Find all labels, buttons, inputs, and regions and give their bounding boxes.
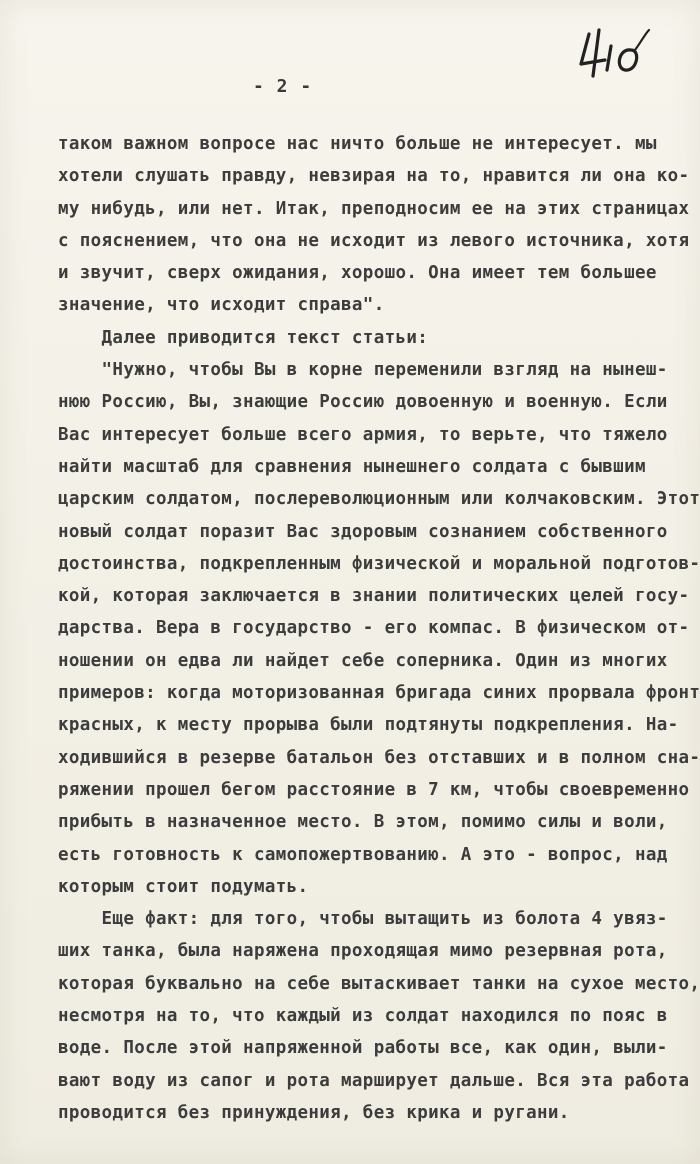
- text-line: ношении он едва ли найдет себе соперника. Один из многих: [58, 650, 668, 671]
- text-line: найти масштаб для сравнения нынешнего солдата с бывшим: [58, 456, 646, 477]
- document-body: [58, 128, 700, 1129]
- text-line: есть готовность к самопожертвованию. А это - вопрос, над: [58, 844, 668, 865]
- text-line: достоинства, подкрепленным физической и моральной подготов-: [58, 553, 700, 574]
- text-line: примеров: когда моторизованная бригада синих прорвала фронт: [58, 683, 700, 704]
- text-line: вают воду из сапог и рота марширует дальше. Вся эта работа: [58, 1070, 690, 1091]
- text-line: несмотря на то, что каждый из солдат находился по пояс в: [58, 1006, 668, 1027]
- text-line: которая буквально на себе вытаскивает танки на сухое место,: [58, 973, 700, 994]
- handwritten-archive-number: [575, 20, 655, 90]
- text-line: проводится без принуждения, без крика и ругани.: [58, 1102, 570, 1123]
- text-line: царским солдатом, послереволюционным или колчаковским. Этот: [58, 489, 700, 510]
- text-line: воде. После этой напряженной работы все, как один, выли-: [58, 1038, 668, 1059]
- text-line: хотели слушать правду, невзирая на то, нравится ли она ко-: [58, 166, 690, 187]
- text-line: Далее приводится текст статьи:: [58, 327, 429, 348]
- text-line: с пояснением, что она не исходит из левого источника, хотя: [58, 230, 690, 251]
- handwritten-410-mark: [575, 20, 655, 90]
- text-line: му нибудь, или нет. Итак, преподносим ее на этих страницах: [58, 198, 690, 219]
- text-line: и звучит, сверх ожидания, хорошо. Она имеет тем большее: [58, 263, 657, 284]
- text-line: Вас интересует больше всего армия, то верьте, что тяжело: [58, 424, 668, 445]
- text-line: которым стоит подумать.: [58, 876, 309, 897]
- text-line: дарства. Вера в государство - его компас. В физическом от-: [58, 618, 690, 639]
- text-line: ходившийся в резерве батальон без отставших и в полном сна-: [58, 747, 700, 768]
- text-line: таком важном вопросе нас ничто больше не интересует. мы: [58, 134, 657, 154]
- text-line: ряжении прошел бегом расстояние в 7 км, чтобы своевременно: [58, 779, 690, 800]
- text-line: красных, к месту прорыва были подтянуты подкрепления. На-: [58, 715, 679, 736]
- text-line: значение, что исходит справа".: [58, 295, 385, 316]
- text-line: нюю Россию, Вы, знающие Россию довоенную и военную. Если: [58, 392, 668, 413]
- text-line: "Нужно, чтобы Вы в корне переменили взгляд на нынеш-: [58, 360, 668, 381]
- text-line: ших танка, была наряжена проходящая мимо резервная рота,: [58, 941, 668, 962]
- text-line: Еще факт: для того, чтобы вытащить из болота 4 увяз-: [58, 909, 668, 930]
- text-line: прибыть в назначенное место. В этом, помимо силы и воли,: [58, 812, 668, 833]
- text-line: кой, которая заключается в знании политических целей госу-: [58, 586, 690, 607]
- text-line: новый солдат поразит Вас здоровым сознанием собственного: [58, 521, 668, 542]
- page-number: - 2 -: [253, 76, 313, 97]
